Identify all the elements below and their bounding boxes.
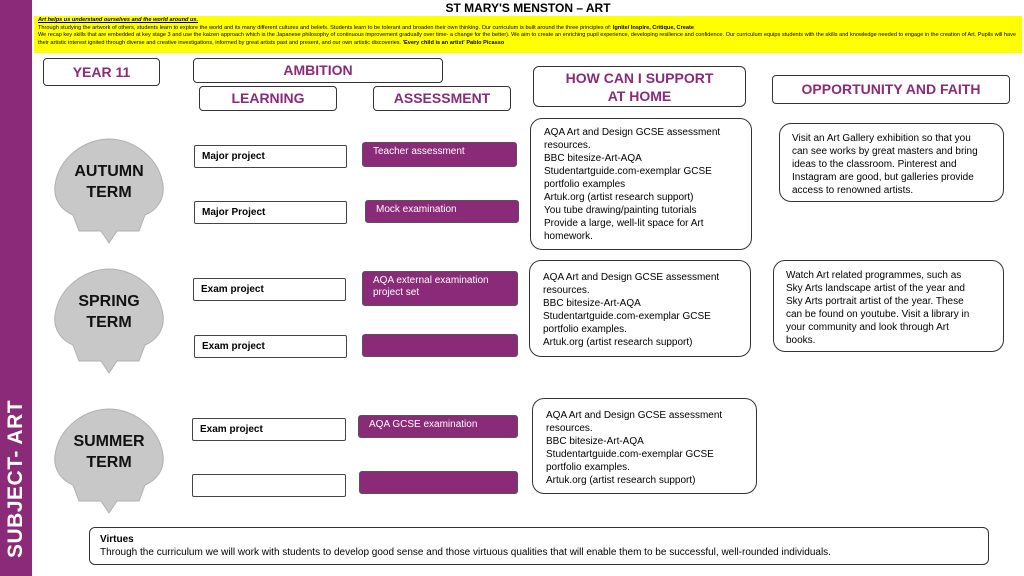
autumn-home-line: Provide a large, well-lit space for Art [544,218,704,229]
summer-home-line: Artuk.org (artist research support) [546,475,696,486]
summer-home-box [532,398,757,494]
spring-term-line2: TERM [86,314,132,331]
autumn-home-line: AQA Art and Design GCSE assessment [544,127,721,138]
spring-home-line: AQA Art and Design GCSE assessment [543,272,720,283]
faith-header: OPPORTUNITY AND FAITH [772,75,1010,104]
side-bar [0,0,32,576]
autumn-home-line: You tube drawing/painting tutorials [544,205,697,216]
spring-faith-line: Sky Arts landscape artist of the year and [786,283,965,294]
summer-home-line: BBC bitesize-Art-AQA [546,436,644,447]
autumn-term-line2: TERM [86,184,132,201]
spring-home-line: Studentartguide.com-exemplar GCSE [543,311,711,322]
spring-home-line: resources. [543,285,590,296]
summer-home-line: resources. [546,423,593,434]
autumn-assessment-1: Teacher assessment [362,142,517,167]
autumn-term-line1: AUTUMN [74,163,144,180]
spring-assessment-1 [362,271,518,306]
home-header-line1: HOW CAN I SUPPORT [565,70,714,86]
virtues-text: Through the curriculum we will work with students to develop good sense and those virtuous qualities that will enable them to be successful, well-rounded individuals. [100,547,831,558]
autumn-home-line: portfolio examples [544,179,626,190]
summer-term-line2: TERM [86,454,132,471]
autumn-assessment-2: Mock examination [365,200,519,223]
autumn-home-line: Artuk.org (artist research support) [544,192,694,203]
autumn-faith-line: ideas to the classroom. Pinterest and [792,159,957,170]
spring-faith-line: your community and look through Art [786,322,949,333]
spring-assessment-line1: AQA external examination [373,275,489,286]
autumn-learning-2: Major Project [194,201,347,224]
side-label: SUBJECT- ART [4,399,27,558]
spring-home-line: BBC bitesize-Art-AQA [543,298,641,309]
assessment-header: ASSESSMENT [373,86,511,111]
year-header: YEAR 11 [43,58,160,86]
spring-home-line: Artuk.org (artist research support) [543,337,693,348]
intro-line2: We recap key skills that are embedded at key stage 3 and use the kaizen approach which is the Japanese philosophy of continuous improvement gradually over time- a change for the better). We aim to create an enriching pupil experience, developing resilience and confidence. Our curriculum equips students with the skills and knowledge needed to engage in the creation of Art. Pupils will have their artistic interest ignited through diverse and creative investigations, informed by great artists past and present, and our own artistic discoveries. [38,32,1017,46]
spring-home-line: portfolio examples. [543,324,627,335]
autumn-home-line: homework. [544,231,593,242]
intro-line1: Through studying the artwork of others, students learn to explore the world and its many different cultures and beliefs. Students learn to be tolerant and broaden their own thinking. Our curriculum is built around the three principles of: [38,24,613,31]
autumn-home-line: BBC bitesize-Art-AQA [544,153,642,164]
autumn-faith-line: Instagram are good, but galleries provide [792,172,974,183]
virtues-title: Virtues [100,534,134,545]
autumn-faith-line: Visit an Art Gallery exhibition so that you [792,133,971,144]
spring-assessment-2 [362,334,518,357]
intro-lead: Art helps us understand ourselves and the world around us. [38,17,199,23]
autumn-home-line: Studentartguide.com-exemplar GCSE [544,166,712,177]
home-support-header [533,66,746,107]
summer-learning-1: Exam project [192,418,346,441]
summer-learning-2 [192,474,346,497]
summer-home-line: portfolio examples. [546,462,630,473]
virtues-box [89,527,989,565]
autumn-home-line: resources. [544,140,591,151]
ambition-header: AMBITION [193,58,443,83]
intro-principles: Ignite/ Inspire, Critique, Create [612,24,694,31]
spring-learning-2: Exam project [194,335,347,358]
spring-faith-box [773,260,1004,352]
autumn-faith-line: access to renowned artists. [792,185,914,196]
spring-faith-line: Watch Art related programmes, such as [786,270,962,281]
summer-home-line: AQA Art and Design GCSE assessment [546,410,723,421]
intro-banner [34,16,1022,53]
page-title: ST MARY'S MENSTON – ART [445,1,611,15]
autumn-learning-1: Major project [194,145,347,168]
autumn-faith-box [779,123,1004,202]
spring-term-line1: SPRING [78,293,140,310]
autumn-shell [51,135,167,247]
spring-learning-1: Exam project [193,278,346,301]
summer-term-line1: SUMMER [73,433,145,450]
autumn-faith-line: can see works by great masters and bring [792,146,978,157]
spring-home-box [529,260,751,357]
summer-assessment-2 [359,471,518,494]
spring-assessment-line2: project set [373,287,420,298]
home-header-line2: AT HOME [607,88,672,104]
learning-header: LEARNING [199,86,337,111]
spring-faith-line: books. [786,335,816,346]
spring-faith-line: can be found on youtube. Visit a library in [786,309,970,320]
spring-faith-line: Sky Arts portrait artist of the year. These [786,296,964,307]
summer-shell [51,405,167,517]
spring-shell [51,265,167,377]
summer-assessment-1: AQA GCSE examination [358,415,518,438]
intro-quote: 'Every child is an artist' Pablo Picasso [402,39,505,46]
summer-home-line: Studentartguide.com-exemplar GCSE [546,449,714,460]
autumn-home-box [530,118,752,250]
